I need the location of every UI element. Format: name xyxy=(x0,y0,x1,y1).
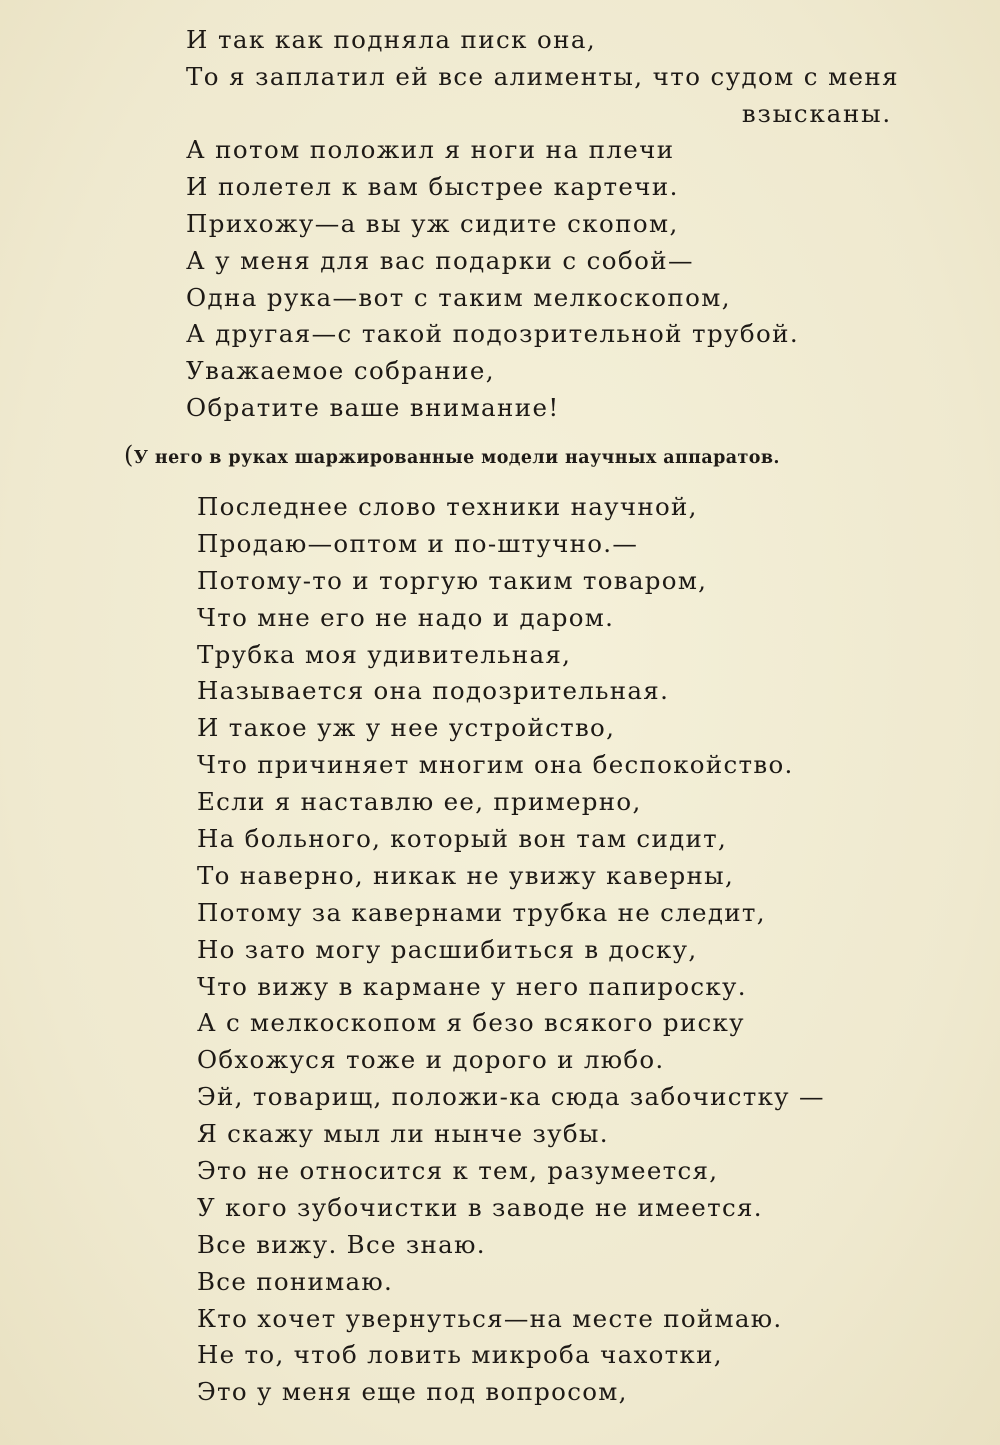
verse-line: И так как подняла писк она, xyxy=(186,25,597,54)
verse-line: А у меня для вас подарки с собой— xyxy=(186,245,694,275)
verse-line: И такое уж у нее устройство, xyxy=(197,713,616,743)
stage-direction-paren: ( xyxy=(124,441,134,469)
verse-line: Все вижу. Все знаю. xyxy=(197,1229,486,1259)
verse-line: То я заплатил ей все алименты, что судом с меня xyxy=(186,61,900,91)
stage-direction xyxy=(124,440,864,473)
verse-line: Последнее слово техники научной, xyxy=(197,492,698,521)
verse-line: А с мелкоскопом я безо всякого риску xyxy=(197,1008,745,1038)
verse-line: Обратите ваше внимание! xyxy=(186,392,560,422)
stage-direction-text: У него в руках шаржированные модели научных аппаратов. xyxy=(133,448,780,468)
verse-line: Продаю—оптом и по-штучно.— xyxy=(197,528,639,558)
verse-line: Обхожуся тоже и дорого и любо. xyxy=(197,1045,665,1075)
verse-line: Все понимаю. xyxy=(197,1266,394,1296)
verse-line: Я скажу мыл ли нынче зубы. xyxy=(197,1119,609,1149)
verse-line: А другая—с такой подозрительной трубой. xyxy=(186,319,800,349)
verse-line-continuation: взысканы. xyxy=(741,98,892,128)
verse-stanza-1 xyxy=(186,22,916,427)
verse-line: Называется она подозрительная. xyxy=(197,676,670,706)
verse-line: На больного, который вон там сидит, xyxy=(197,824,728,854)
verse-line: Эй, товарищ, положи-ка сюда забочистку — xyxy=(197,1082,825,1112)
verse-line: То наверно, никак не увижу каверны, xyxy=(197,860,735,890)
verse-line: У кого зубочистки в заводе не имеется. xyxy=(197,1192,763,1222)
verse-line: Это не относится к тем, разумеется, xyxy=(197,1156,719,1186)
verse-line: Одна рука—вот с таким мелкоскопом, xyxy=(186,282,731,312)
verse-line: Уважаемое собрание, xyxy=(186,356,495,386)
verse-line: И полетел к вам быстрее картечи. xyxy=(186,172,679,202)
verse-line: Но зато могу расшибиться в доску, xyxy=(197,934,698,964)
verse-stanza-2 xyxy=(197,489,917,1411)
verse-line: Не то, чтоб ловить микроба чахотки, xyxy=(197,1340,723,1370)
verse-line: Это у меня еще под вопросом, xyxy=(197,1377,628,1407)
verse-line: Трубка моя удивительная, xyxy=(197,639,572,669)
verse-line: Потому за кавернами трубка не следит, xyxy=(197,897,766,927)
verse-line: А потом положил я ноги на плечи xyxy=(186,135,675,165)
verse-line: Что мне его не надо и даром. xyxy=(197,602,615,632)
verse-line: Кто хочет увернуться—на месте поймаю. xyxy=(197,1303,783,1333)
verse-line: Прихожу—а вы уж сидите скопом, xyxy=(186,208,679,238)
verse-line: Потому-то и торгую таким товаром, xyxy=(197,565,708,595)
verse-line: Что вижу в кармане у него папироску. xyxy=(197,971,747,1001)
verse-line: Что причиняет многим она беспокойство. xyxy=(197,750,794,780)
verse-line: Если я наставлю ее, примерно, xyxy=(197,787,642,817)
